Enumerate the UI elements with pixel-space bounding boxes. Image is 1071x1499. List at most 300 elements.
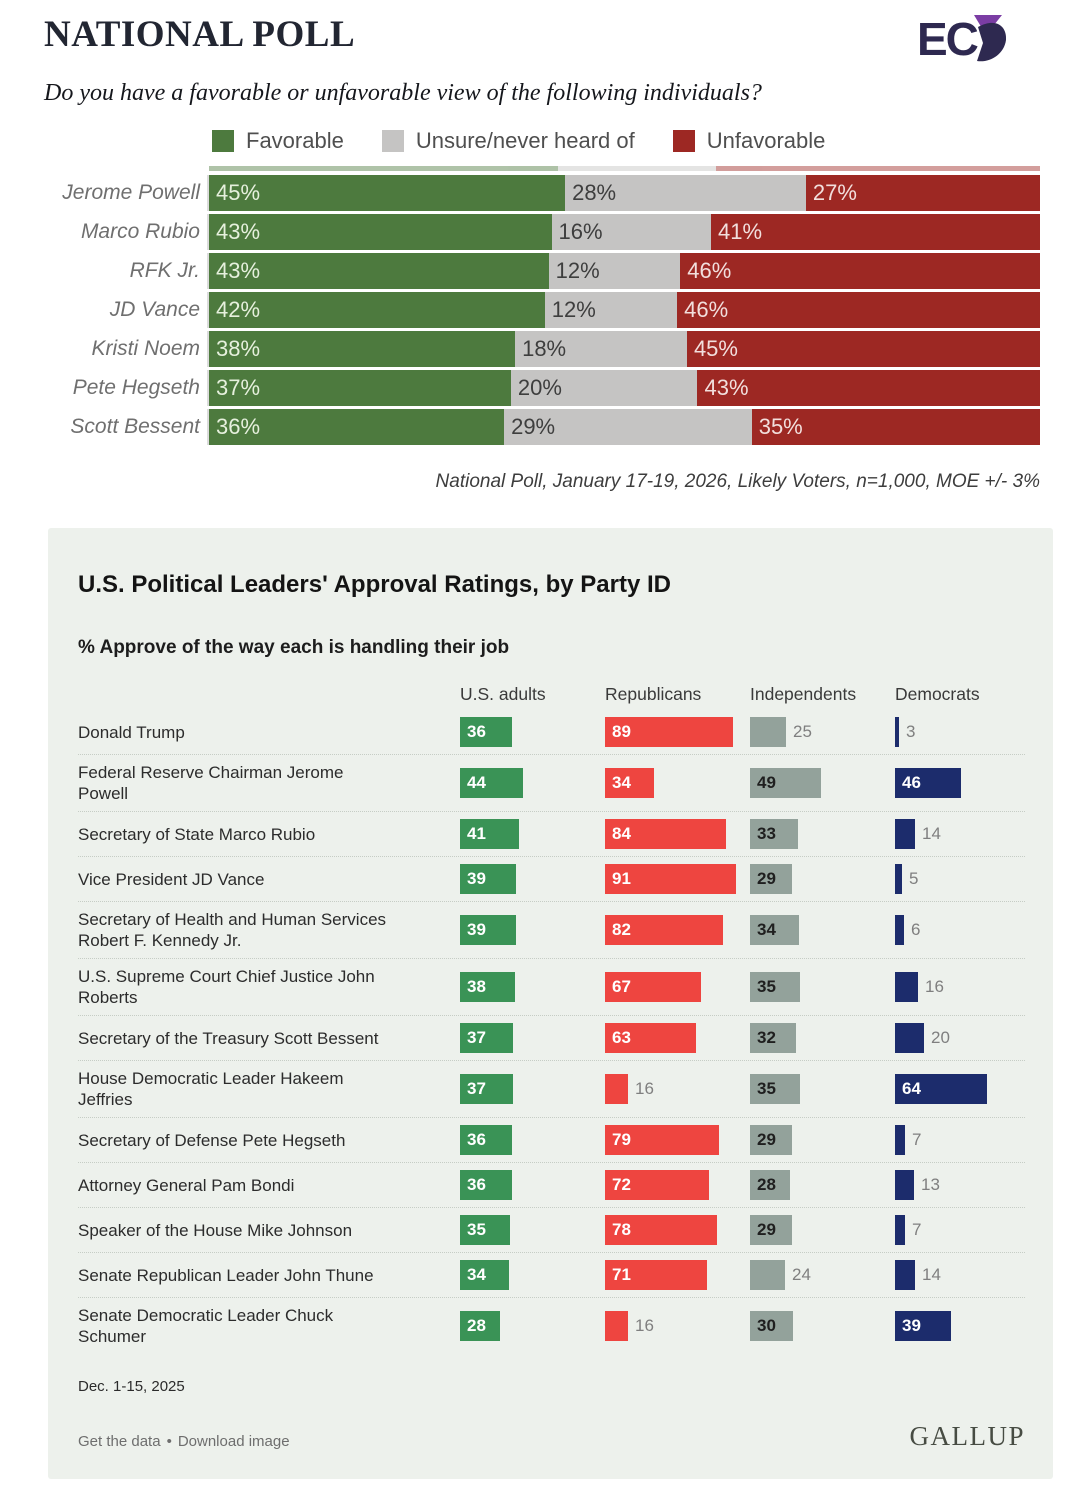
approval-cell — [605, 1023, 750, 1053]
gallup-row-label — [78, 817, 450, 852]
row-label-line: Secretary of Defense Pete Hegseth — [78, 1130, 346, 1150]
approval-cell — [895, 1311, 1013, 1341]
poll-stacked-bar — [209, 331, 1040, 367]
approval-cell — [895, 915, 1013, 945]
approval-cell — [895, 1125, 1013, 1155]
approval-cell — [460, 768, 605, 798]
approval-value: 46 — [902, 773, 921, 792]
approval-cell — [750, 1260, 895, 1290]
approval-bar — [605, 819, 726, 849]
footer-link-separator: • — [166, 1433, 172, 1450]
poll-chart-area — [0, 166, 1071, 445]
poll-row — [0, 175, 1071, 211]
approval-value: 36 — [467, 1175, 486, 1194]
bar-value-label: 16% — [558, 219, 603, 244]
poll-row-label: Jerome Powell — [62, 181, 200, 204]
approval-value: 34 — [612, 773, 631, 792]
approval-cell — [460, 1311, 605, 1341]
gallup-date-note: Dec. 1-15, 2025 — [78, 1378, 185, 1395]
approval-cell — [605, 1170, 750, 1200]
approval-cell — [750, 768, 895, 798]
legend-swatch — [382, 130, 404, 152]
approval-bar — [750, 1125, 792, 1155]
row-label-line: Jeffries — [78, 1090, 133, 1109]
table-row — [78, 958, 1025, 1015]
poll-bar-segment — [511, 370, 698, 406]
table-row — [78, 901, 1025, 958]
poll-bar-segment — [680, 253, 1040, 289]
approval-cell — [895, 819, 1013, 849]
gallup-footer — [78, 1423, 1025, 1450]
table-row — [78, 1162, 1025, 1207]
approval-bar — [750, 819, 798, 849]
approval-bar — [460, 1260, 509, 1290]
bar-value-label: 46% — [687, 258, 732, 283]
approval-cell — [750, 915, 895, 945]
footer-link[interactable]: Get the data — [78, 1433, 161, 1450]
table-row — [78, 1297, 1025, 1354]
approval-value: 24 — [792, 1265, 811, 1284]
row-label-line: Secretary of State Marco Rubio — [78, 824, 316, 844]
approval-cell — [605, 1125, 750, 1155]
approval-bar — [605, 915, 723, 945]
approval-cell — [895, 864, 1013, 894]
approval-bar — [895, 1215, 905, 1245]
approval-value: 33 — [757, 824, 776, 843]
poll-bar-segment — [552, 214, 712, 250]
approval-cell — [750, 1170, 895, 1200]
approval-cell — [605, 1260, 750, 1290]
gallup-subtitle: % Approve of the way each is handling their job — [78, 637, 510, 658]
approval-bar — [605, 864, 736, 894]
poll-row — [0, 409, 1071, 445]
approval-bar — [895, 1260, 915, 1290]
approval-bar — [895, 1311, 951, 1341]
gallup-row-label — [78, 1061, 450, 1117]
gallup-row-label — [78, 755, 450, 811]
poll-bar-segment — [209, 253, 549, 289]
poll-footnote: National Poll, January 17-19, 2026, Likely Voters, n=1,000, MOE +/- 3% — [435, 471, 1040, 492]
approval-bar — [605, 1125, 719, 1155]
poll-stacked-bar — [209, 175, 1040, 211]
legend-item — [673, 128, 826, 154]
approval-bar — [895, 915, 904, 945]
approval-cell — [460, 915, 605, 945]
approval-value: 29 — [757, 1220, 776, 1239]
poll-bar-segment — [697, 370, 1040, 406]
bar-value-label: 46% — [684, 297, 729, 322]
row-label-line: Schumer — [78, 1327, 147, 1346]
bar-value-label: 43% — [216, 219, 261, 244]
poll-row — [0, 292, 1071, 328]
poll-cutoff-segment — [716, 166, 1040, 171]
ecp-logo-navy-shape — [977, 23, 1006, 61]
table-row — [78, 1252, 1025, 1297]
row-label-line: Vice President JD Vance — [78, 869, 265, 889]
poll-bar-segment — [209, 370, 511, 406]
approval-value: 44 — [467, 773, 486, 792]
poll-bar-segment — [752, 409, 1040, 445]
legend-swatch — [212, 130, 234, 152]
approval-cell — [895, 1215, 1013, 1245]
approval-bar — [750, 972, 800, 1002]
approval-cell — [460, 864, 605, 894]
row-label-line: Federal Reserve Chairman Jerome — [78, 763, 344, 782]
approval-cell — [895, 717, 1013, 747]
footer-link[interactable]: Download image — [177, 1433, 290, 1450]
poll-bar-segment — [209, 409, 504, 445]
approval-value: 63 — [612, 1028, 631, 1047]
approval-cell — [750, 1215, 895, 1245]
gallup-row-label — [78, 862, 450, 897]
approval-value: 49 — [757, 773, 776, 792]
approval-cell — [750, 1023, 895, 1053]
approval-bar — [460, 1215, 510, 1245]
approval-value: 14 — [922, 824, 941, 843]
gallup-table — [78, 682, 1025, 1354]
approval-bar — [750, 1074, 800, 1104]
bar-value-label: 45% — [216, 180, 261, 205]
poll-row — [0, 214, 1071, 250]
approval-cell — [895, 1074, 1013, 1104]
approval-value: 3 — [906, 722, 916, 741]
approval-cell — [605, 1074, 750, 1104]
column-header: Republicans — [605, 684, 702, 704]
approval-cell — [605, 972, 750, 1002]
approval-value: 6 — [911, 920, 921, 939]
gallup-approval-card — [48, 528, 1053, 1479]
poll-bar-segment — [687, 331, 1040, 367]
approval-cell — [460, 1023, 605, 1053]
poll-bar-segment — [711, 214, 1040, 250]
poll-row-label: JD Vance — [109, 298, 200, 321]
bar-value-label: 35% — [758, 414, 803, 439]
row-label-line: House Democratic Leader Hakeem — [78, 1069, 344, 1088]
approval-value: 67 — [612, 977, 631, 996]
approval-bar — [605, 1023, 696, 1053]
poll-bar-segment — [677, 292, 1040, 328]
poll-cutoff-segment — [558, 166, 716, 171]
row-label-line: Secretary of Health and Human Services — [78, 910, 387, 929]
bar-value-label: 18% — [522, 336, 567, 361]
approval-value: 39 — [467, 869, 486, 888]
poll-stacked-bar — [209, 370, 1040, 406]
gallup-column-headers — [78, 682, 1025, 706]
gallup-row-label — [78, 1021, 450, 1056]
poll-bar-segment — [209, 214, 552, 250]
approval-bar — [895, 1125, 905, 1155]
approval-cell — [750, 819, 895, 849]
approval-value: 84 — [612, 824, 631, 843]
poll-cutoff-row — [209, 166, 1040, 171]
bar-value-label: 42% — [216, 297, 261, 322]
approval-bar — [460, 819, 519, 849]
bar-value-label: 20% — [517, 375, 562, 400]
poll-bar-segment — [806, 175, 1040, 211]
approval-value: 36 — [467, 1130, 486, 1149]
approval-value: 13 — [921, 1175, 940, 1194]
gallup-footer-links — [78, 1433, 290, 1450]
poll-bar-segment — [209, 175, 565, 211]
approval-bar — [605, 1074, 628, 1104]
row-label-line: Speaker of the House Mike Johnson — [78, 1220, 353, 1240]
approval-value: 7 — [912, 1220, 922, 1239]
poll-title: NATIONAL POLL — [44, 14, 356, 55]
gallup-row-label — [78, 1258, 450, 1293]
row-label-line: Senate Republican Leader John Thune — [78, 1265, 374, 1285]
row-label-line: Roberts — [78, 988, 138, 1007]
approval-bar — [460, 1311, 500, 1341]
approval-bar — [895, 717, 899, 747]
approval-bar — [895, 819, 915, 849]
approval-value: 35 — [757, 1079, 776, 1098]
approval-cell — [750, 717, 895, 747]
approval-cell — [460, 1125, 605, 1155]
approval-cell — [605, 768, 750, 798]
approval-value: 16 — [925, 977, 944, 996]
poll-bar-segment — [549, 253, 681, 289]
approval-bar — [460, 915, 516, 945]
approval-bar — [895, 1023, 924, 1053]
gallup-row-label — [78, 1168, 450, 1203]
approval-value: 41 — [467, 824, 486, 843]
gallup-logo: GALLUP — [909, 1421, 1025, 1451]
approval-cell — [460, 1074, 605, 1104]
poll-header — [0, 0, 1071, 64]
approval-cell — [895, 768, 1013, 798]
legend-label: Favorable — [246, 128, 344, 153]
column-header: Independents — [750, 684, 857, 704]
table-row — [78, 1207, 1025, 1252]
approval-bar — [605, 1170, 709, 1200]
gallup-title: U.S. Political Leaders' Approval Ratings, by Party ID — [78, 571, 671, 598]
approval-value: 28 — [757, 1175, 776, 1194]
poll-row-label: RFK Jr. — [129, 259, 200, 282]
approval-value: 72 — [612, 1175, 631, 1194]
bar-value-label: 37% — [216, 375, 261, 400]
approval-value: 16 — [635, 1316, 654, 1335]
approval-cell — [460, 717, 605, 747]
approval-bar — [750, 768, 821, 798]
approval-bar — [460, 1125, 512, 1155]
approval-bar — [605, 768, 654, 798]
approval-bar — [460, 1074, 513, 1104]
poll-bar-segment — [504, 409, 752, 445]
approval-bar — [460, 1170, 512, 1200]
approval-bar — [895, 1074, 987, 1104]
approval-bar — [460, 864, 516, 894]
national-poll-chart — [0, 0, 1071, 493]
approval-value: 64 — [902, 1079, 921, 1098]
approval-cell — [895, 1170, 1013, 1200]
approval-value: 29 — [757, 1130, 776, 1149]
approval-cell — [605, 1311, 750, 1341]
poll-stacked-bar — [209, 214, 1040, 250]
bar-value-label: 43% — [216, 258, 261, 283]
approval-cell — [750, 972, 895, 1002]
approval-cell — [605, 1215, 750, 1245]
approval-bar — [605, 717, 733, 747]
approval-bar — [460, 768, 523, 798]
poll-stacked-bar — [209, 253, 1040, 289]
approval-bar — [750, 864, 792, 894]
approval-value: 36 — [467, 722, 486, 741]
poll-question: Do you have a favorable or unfavorable view of the following individuals? — [44, 80, 762, 106]
approval-value: 34 — [757, 920, 776, 939]
bar-value-label: 45% — [693, 336, 738, 361]
bar-value-label: 29% — [511, 414, 556, 439]
poll-bar-segment — [545, 292, 677, 328]
table-row — [78, 1117, 1025, 1162]
approval-bar — [895, 864, 902, 894]
approval-value: 29 — [757, 869, 776, 888]
approval-value: 34 — [467, 1265, 486, 1284]
poll-row — [0, 370, 1071, 406]
row-label-line: Powell — [78, 784, 129, 803]
approval-value: 5 — [909, 869, 919, 888]
gallup-row-label — [78, 959, 450, 1015]
poll-cutoff-segment — [209, 166, 558, 171]
approval-value: 37 — [467, 1028, 486, 1047]
approval-cell — [460, 972, 605, 1002]
row-label-line: Robert F. Kennedy Jr. — [78, 931, 242, 950]
bar-value-label: 41% — [718, 219, 763, 244]
poll-row-label: Pete Hegseth — [72, 376, 200, 399]
approval-value: 32 — [757, 1028, 776, 1047]
approval-bar — [605, 1260, 707, 1290]
bar-value-label: 36% — [216, 414, 261, 439]
table-row — [78, 1015, 1025, 1060]
approval-cell — [750, 864, 895, 894]
approval-bar — [750, 1170, 790, 1200]
bar-value-label: 12% — [555, 258, 600, 283]
row-label-line: Senate Democratic Leader Chuck — [78, 1306, 334, 1325]
gallup-row-label — [78, 715, 450, 750]
approval-bar — [605, 1311, 628, 1341]
approval-value: 39 — [902, 1316, 921, 1335]
approval-bar — [750, 1311, 793, 1341]
poll-row — [0, 331, 1071, 367]
poll-bar-segment — [515, 331, 687, 367]
bar-value-label: 38% — [216, 336, 261, 361]
poll-legend — [212, 128, 1071, 154]
table-row — [78, 754, 1025, 811]
approval-value: 71 — [612, 1265, 631, 1284]
approval-bar — [750, 915, 799, 945]
approval-value: 79 — [612, 1130, 631, 1149]
approval-cell — [750, 1125, 895, 1155]
legend-label: Unfavorable — [706, 128, 826, 153]
approval-bar — [460, 717, 512, 747]
poll-row-label: Scott Bessent — [70, 415, 200, 438]
approval-cell — [895, 1023, 1013, 1053]
table-row — [78, 856, 1025, 901]
column-header: Democrats — [895, 684, 980, 704]
approval-bar — [750, 1260, 785, 1290]
legend-item — [382, 128, 635, 154]
row-label-line: U.S. Supreme Court Chief Justice John — [78, 967, 375, 986]
gallup-row-label — [78, 1298, 450, 1354]
table-row — [78, 1060, 1025, 1117]
approval-value: 38 — [467, 977, 486, 996]
gallup-row-label — [78, 902, 450, 958]
bar-value-label: 43% — [704, 375, 749, 400]
poll-bar-segment — [209, 331, 515, 367]
approval-cell — [460, 1170, 605, 1200]
gallup-row-label — [78, 1123, 450, 1158]
row-label-line: Donald Trump — [78, 722, 185, 742]
approval-value: 89 — [612, 722, 631, 741]
approval-cell — [895, 1260, 1013, 1290]
approval-cell — [605, 864, 750, 894]
row-label-line: Attorney General Pam Bondi — [78, 1175, 295, 1195]
table-row — [78, 710, 1025, 754]
approval-cell — [460, 1215, 605, 1245]
approval-value: 82 — [612, 920, 631, 939]
approval-cell — [605, 819, 750, 849]
poll-stacked-bar — [209, 292, 1040, 328]
ecp-logo-text: EC — [917, 14, 977, 64]
approval-bar — [460, 1023, 513, 1053]
bar-value-label: 28% — [572, 180, 617, 205]
bar-value-label: 12% — [551, 297, 596, 322]
approval-value: 20 — [931, 1028, 950, 1047]
approval-value: 14 — [922, 1265, 941, 1284]
poll-stacked-bar — [209, 409, 1040, 445]
approval-bar — [895, 972, 918, 1002]
poll-row-label: Marco Rubio — [80, 220, 200, 243]
approval-value: 37 — [467, 1079, 486, 1098]
bar-value-label: 27% — [812, 180, 857, 205]
approval-value: 16 — [635, 1079, 654, 1098]
approval-bar — [750, 717, 786, 747]
approval-value: 25 — [793, 722, 812, 741]
legend-label: Unsure/never heard of — [415, 128, 635, 153]
poll-row — [0, 253, 1071, 289]
approval-cell — [750, 1311, 895, 1341]
legend-swatch — [673, 130, 695, 152]
ecp-logo — [917, 14, 1007, 64]
approval-cell — [605, 717, 750, 747]
approval-value: 39 — [467, 920, 486, 939]
approval-bar — [750, 1023, 796, 1053]
approval-bar — [605, 972, 701, 1002]
approval-bar — [460, 972, 515, 1002]
approval-value: 35 — [757, 977, 776, 996]
poll-row-label: Kristi Noem — [91, 337, 200, 360]
approval-value: 78 — [612, 1220, 631, 1239]
poll-bar-segment — [565, 175, 806, 211]
approval-cell — [605, 915, 750, 945]
approval-value: 91 — [612, 869, 631, 888]
approval-value: 30 — [757, 1316, 776, 1335]
approval-value: 35 — [467, 1220, 486, 1239]
approval-bar — [895, 768, 961, 798]
gallup-row-label — [78, 1213, 450, 1248]
approval-bar — [895, 1170, 914, 1200]
approval-bar — [750, 1215, 792, 1245]
approval-bar — [605, 1215, 717, 1245]
approval-value: 7 — [912, 1130, 922, 1149]
table-row — [78, 811, 1025, 856]
approval-value: 28 — [467, 1316, 486, 1335]
legend-item — [212, 128, 344, 154]
column-header: U.S. adults — [460, 684, 546, 704]
approval-cell — [895, 972, 1013, 1002]
row-label-line: Secretary of the Treasury Scott Bessent — [78, 1028, 379, 1048]
approval-cell — [460, 1260, 605, 1290]
approval-cell — [460, 819, 605, 849]
